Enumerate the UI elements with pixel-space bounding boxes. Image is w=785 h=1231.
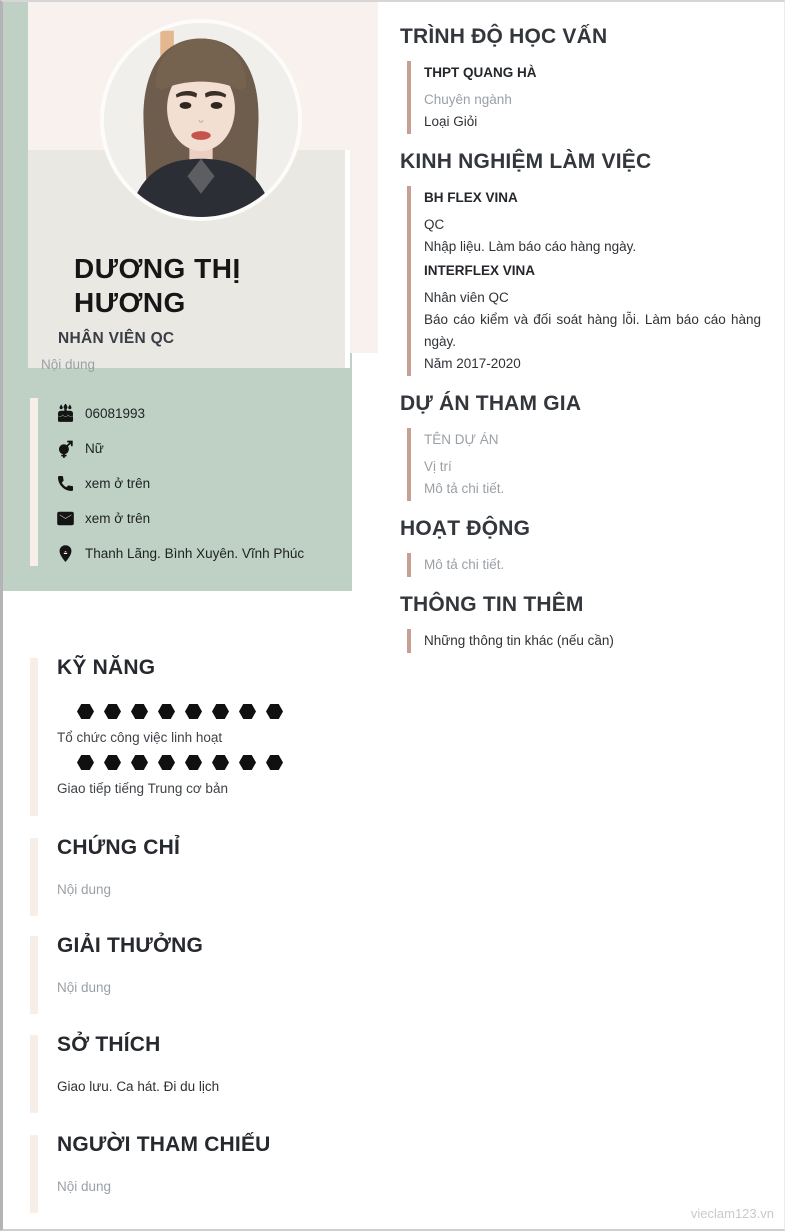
period: Năm 2017-2020 [424, 356, 521, 371]
skill-dot [104, 755, 121, 770]
skill-dot [185, 704, 202, 719]
contact-row-phone [30, 466, 340, 501]
projects-heading: DỰ ÁN THAM GIA [400, 392, 582, 415]
job-description: Nhập liệu. Làm báo cáo hàng ngày. [424, 239, 637, 254]
role: Nhân viên QC [424, 290, 509, 305]
skill-dot [77, 755, 94, 770]
additional-info-heading: THÔNG TIN THÊM [400, 593, 584, 616]
job-description: Báo cáo kiểm và đối soát hàng lỗi. Làm báo cáo hàng ngày. [424, 312, 761, 349]
hobbies-heading: SỞ THÍCH [57, 1033, 161, 1056]
phone-icon [55, 474, 75, 494]
profile-photo [100, 19, 302, 221]
skill-dot [266, 704, 283, 719]
skill-dot [266, 755, 283, 770]
phone-value: xem ở trên [85, 476, 151, 491]
role: QC [424, 217, 445, 232]
email-value: xem ở trên [85, 511, 151, 526]
certificates-placeholder: Nội dung [57, 882, 112, 897]
section-accent-bar [30, 1135, 38, 1213]
skill-dot [239, 755, 256, 770]
skill-rating [30, 755, 776, 770]
location-icon [55, 544, 75, 564]
email-icon [55, 509, 75, 529]
contact-row-birthday [30, 396, 340, 431]
references-section [30, 1132, 776, 1196]
address-value: Thanh Lãng. Bình Xuyên. Vĩnh Phúc [85, 546, 305, 561]
contact-accent-bar [30, 398, 38, 566]
portrait-illustration [104, 23, 298, 217]
school-name: THPT QUANG HÀ [424, 65, 537, 80]
site-watermark: vieclam123.vn [690, 1206, 774, 1221]
job-title: NHÂN VIÊN QC [58, 330, 175, 347]
additional-info-content: Những thông tin khác (nếu cần) [424, 633, 614, 648]
skill-label: Giao tiếp tiếng Trung cơ bản [57, 781, 228, 796]
project-name-placeholder: TÊN DỰ ÁN [424, 432, 499, 447]
company-name: INTERFLEX VINA [424, 263, 536, 278]
projects-block [400, 426, 761, 503]
gender-value: Nữ [85, 441, 104, 456]
birthday-icon [55, 404, 75, 424]
additional-info-block [400, 627, 761, 655]
activity-detail-placeholder: Mô tả chi tiết. [424, 557, 505, 572]
section-accent-bar [30, 658, 38, 816]
experience-heading: KINH NGHIỆM LÀM VIỆC [400, 150, 652, 173]
references-heading: NGƯỜI THAM CHIẾU [57, 1133, 271, 1156]
section-accent-bar [30, 838, 38, 916]
certificates-section [30, 835, 776, 899]
education-block [400, 59, 761, 136]
skill-dot [77, 704, 94, 719]
awards-section [30, 933, 776, 997]
skill-label: Tổ chức công việc linh hoạt [57, 730, 223, 745]
skill-dot [131, 755, 148, 770]
contact-row-address [30, 536, 340, 571]
project-position-placeholder: Vị trí [424, 459, 452, 474]
main-column [400, 24, 761, 655]
major-placeholder: Chuyên ngành [424, 92, 512, 107]
summary-placeholder: Nội dung [41, 357, 96, 372]
skill-dot [185, 755, 202, 770]
candidate-name: DƯƠNG THỊ HƯƠNG [74, 253, 241, 318]
skill-dot [158, 755, 175, 770]
birthday-value: 06081993 [85, 406, 146, 421]
skill-dot [212, 755, 229, 770]
skills-heading: KỸ NĂNG [57, 656, 156, 679]
experience-entry [424, 187, 761, 258]
skill-dot [104, 704, 121, 719]
certificates-heading: CHỨNG CHỈ [57, 836, 181, 859]
hobbies-section [30, 1032, 776, 1096]
skill-rating [30, 704, 776, 719]
experience-entry [424, 260, 761, 375]
skills-section [30, 655, 776, 798]
references-placeholder: Nội dung [57, 1179, 112, 1194]
grade: Loại Giỏi [424, 114, 478, 129]
contact-info [30, 396, 340, 571]
skill-dot [239, 704, 256, 719]
education-heading: TRÌNH ĐỘ HỌC VẤN [400, 25, 608, 48]
section-accent-bar [30, 1035, 38, 1113]
activities-heading: HOẠT ĐỘNG [400, 517, 531, 540]
gender-icon [55, 439, 75, 459]
section-accent-bar [30, 936, 38, 1014]
activities-block [400, 551, 761, 579]
skill-dot [212, 704, 229, 719]
skill-dot [131, 704, 148, 719]
experience-block [400, 184, 761, 378]
awards-placeholder: Nội dung [57, 980, 112, 995]
contact-row-email [30, 501, 340, 536]
company-name: BH FLEX VINA [424, 190, 518, 205]
awards-heading: GIẢI THƯỞNG [57, 934, 204, 957]
hobbies-content: Giao lưu. Ca hát. Đi du lịch [57, 1079, 220, 1094]
skill-dot [158, 704, 175, 719]
contact-row-gender [30, 431, 340, 466]
project-detail-placeholder: Mô tả chi tiết. [424, 481, 505, 496]
